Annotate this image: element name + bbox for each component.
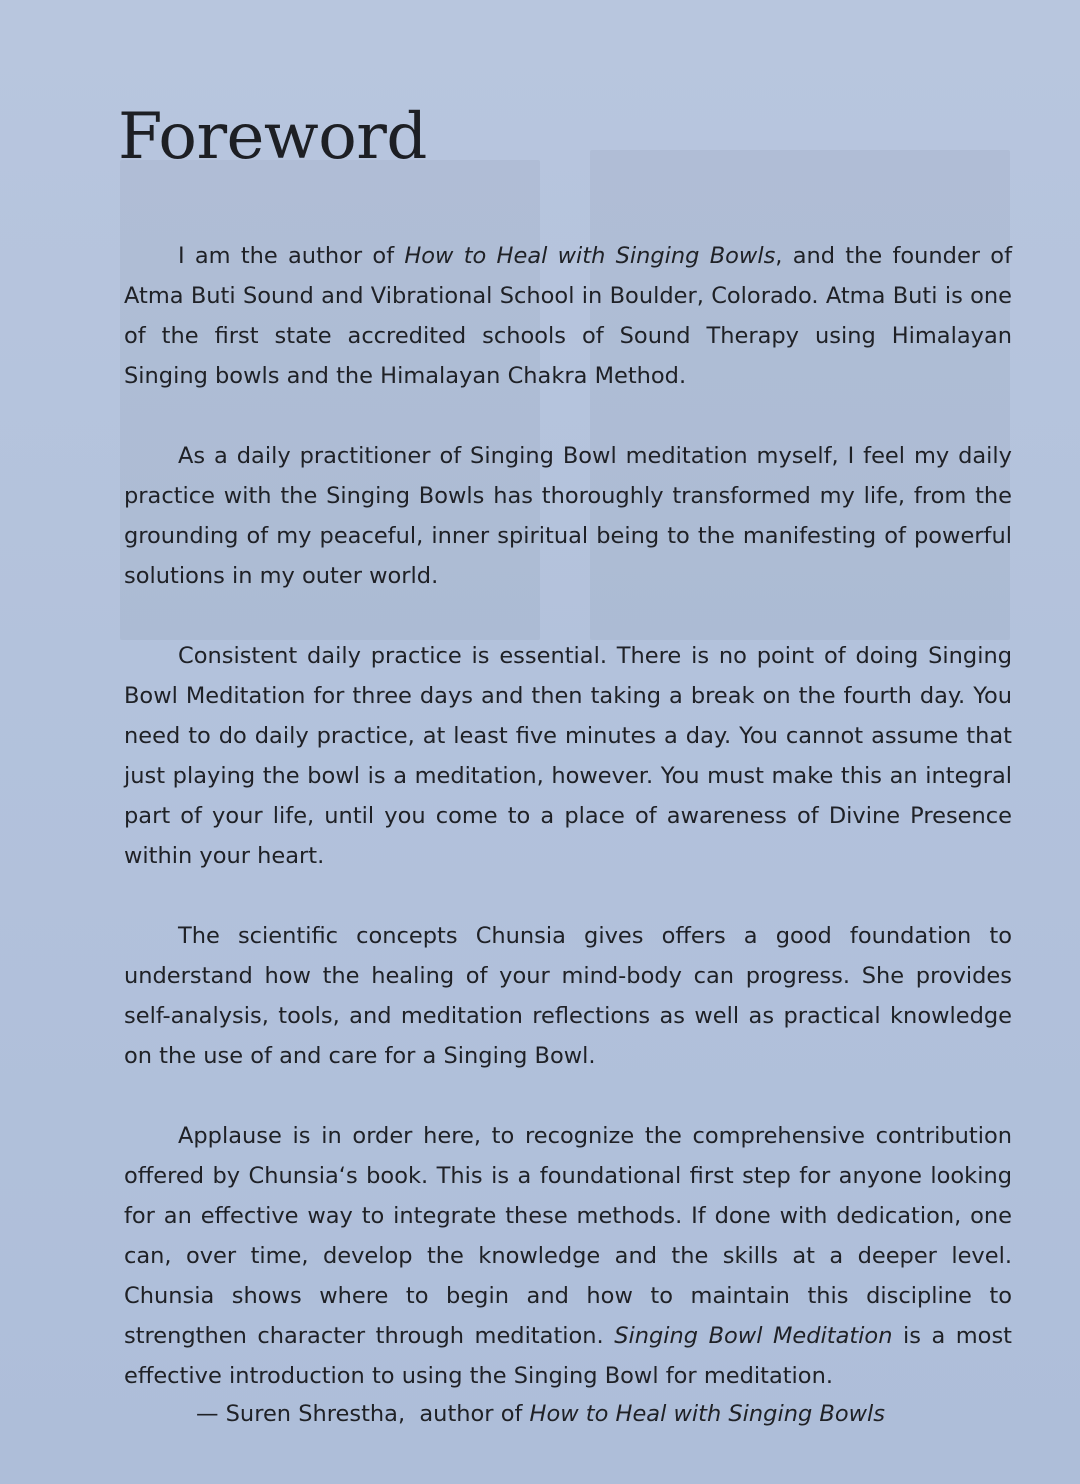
page-title: Foreword: [118, 100, 427, 174]
book-title-italic: Singing Bowl Meditation: [614, 1323, 893, 1349]
paragraph-2: As a daily practitioner of Singing Bowl meditation myself, I feel my daily practice with the Singing Bowls has thoroughly transformed my life, from the grounding of my peaceful, inner spiritual being to the manifesting of powerful solutions in my outer world.: [124, 443, 1012, 589]
paragraph-5: Applause is in order here, to recognize the comprehensive contribution offered by Chunsia‘s book. This is a foundational first step for anyone looking for an effective way to integrate these methods. If done with dedication, one can, over time, develop the knowledge and the skills at a deeper level. Chunsia shows where to begin and how to maintain this discipline to strengthen character through meditation. Singing Bowl Meditation is a most effective introduction to using the Singing Bowl for meditation.: [124, 1123, 1012, 1389]
paragraph-3: Consistent daily practice is essential. There is no point of doing Singing Bowl Meditation for three days and then taking a break on the fourth day. You need to do daily practice, at least five minutes a day. You cannot assume that just playing the bowl is a meditation, however. You must make this an integral part of your life, until you come to a place of awareness of Divine Presence within your heart.: [124, 643, 1012, 869]
signature-book-title: How to Heal with Singing Bowls: [529, 1401, 885, 1427]
book-title-italic: How to Heal with Singing Bowls: [404, 243, 776, 269]
paragraph-4: The scientific concepts Chunsia gives offers a good foundation to understand how the healing of your mind-body can progress. She provides self-analysis, tools, and meditation reflections as well as practical knowledge on the use of and care for a Singing Bowl.: [124, 923, 1012, 1069]
signature-line: — Suren Shrestha, author of How to Heal with Singing Bowls: [196, 1401, 885, 1427]
foreword-body: [124, 236, 1012, 1436]
paragraph-1: I am the author of How to Heal with Singing Bowls, and the founder of Atma Buti Sound and Vibrational School in Boulder, Colorado. Atma Buti is one of the first state accredited schools of Sound Therapy using Himalayan Singing bowls and the Himalayan Chakra Method.: [124, 243, 1012, 389]
